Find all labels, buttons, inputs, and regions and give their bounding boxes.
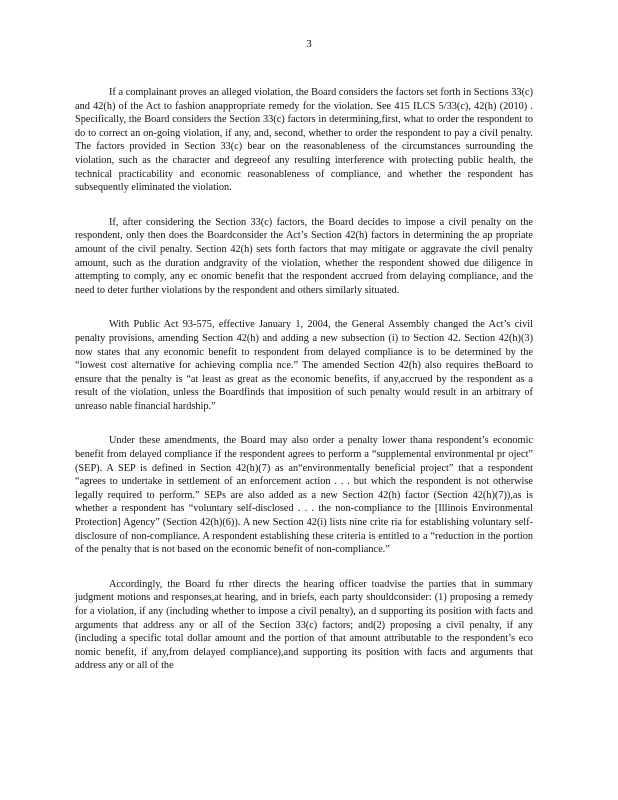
paragraph-public-act-93-575: With Public Act 93-575, effective January 1, 2004, the General Assembly changed the Act’s civil penalty provisions, amending Section 42(h) and adding a new subsection (i) to Section 42. Section 42(h)(3) now states that any economic benefit to respondent from delayed compliance is to be determined by the “lowest cost alternative for achieving complia nce.” The amended Section 42(h) also requires theBoard to ensure that the penalty is “at least as great as the economic benefits, if any,accrued by the respondent as a result of the violation, unless the Boardfinds that imposition of such penalty would result in an arbitrary of unreaso nable financial hardship.”	[75, 319, 533, 412]
body-text	[75, 86, 533, 673]
paragraph-civil-penalty-factors: If, after considering the Section 33(c) factors, the Board decides to impose a civil penalty on the respondent, only then does the Boardconsider the Act’s Section 42(h) factors in determining the ap propriate amount of the civil penalty. Section 42(h) sets forth factors that may mitigate or aggravate the civil penalty amount, such as the duration andgravity of the violation, whether the respondent showed due diligence in attempting to comply, any ec onomic benefit that the respondent accrued from delaying compliance, and the need to deter further violations by the respondent and others similarly situated.	[75, 216, 533, 296]
paragraph-remedy-factors: If a complainant proves an alleged violation, the Board considers the factors set forth in Sections 33(c) and 42(h) of the Act to fashion anappropriate remedy for the violation. See 415 ILCS 5/33(c), 42(h) (2010) . Specifically, the Board considers the Section 33(c) factors in determining,first, what to order the respondent to do to correct an on-going violation, if any, and, second, whether to order the respondent to pay a civil penalty. The factors provided in Section 33(c) bear on the reasonableness of the circumstances surrounding the violation, such as the character and degreeof any resulting interference with protecting public health, the technical practicability and economic reasonableness of compliance, and whether the respondent has subsequently eliminated the violation.	[75, 87, 533, 194]
paragraph-sep-amendments: Under these amendments, the Board may also order a penalty lower thana respondent’s economic benefit from delayed compliance if the respondent agrees to perform a “supplemental environmental pr oject” (SEP). A SEP is defined in Section 42(h)(7) as an“environmentally beneficial project” that a respondent “agrees to undertake in settlement of an enforcement action . . . but which the respondent is not otherwise legally required to perform.” SEPs are also added as a new Section 42(h) factor (Section 42(h)(7)),as is whether a respondent has “voluntary self-disclosed . . . the non-compliance to the [Illinois Environmental Protection] Agency” (Section 42(h)(6)). A new Section 42(i) lists nine crite ria for establishing voluntary self-disclosure of non-compliance. A respondent establishing these criteria is entitled to a “reduction in the portion of the penalty that is not based on the economic benefit of non-compliance.”	[75, 435, 533, 556]
page-number: 3	[306, 38, 312, 50]
paragraph-hearing-officer-directions: Accordingly, the Board fu rther directs the hearing officer toadvise the parties that in summary judgment motions and responses,at hearing, and in briefs, each party shouldconsider: (1) proposing a remedy for a violation, if any (including whether to impose a civil penalty), an d supporting its position with facts and arguments that address any or all of the Section 33(c) factors; and(2) proposing a civil penalty, if any (including a specific total dollar amount and the portion of that amount attributable to the respondent’s eco nomic benefit, if any,from delayed compliance),and supporting its position with facts and arguments that address any or all of the	[75, 578, 533, 672]
